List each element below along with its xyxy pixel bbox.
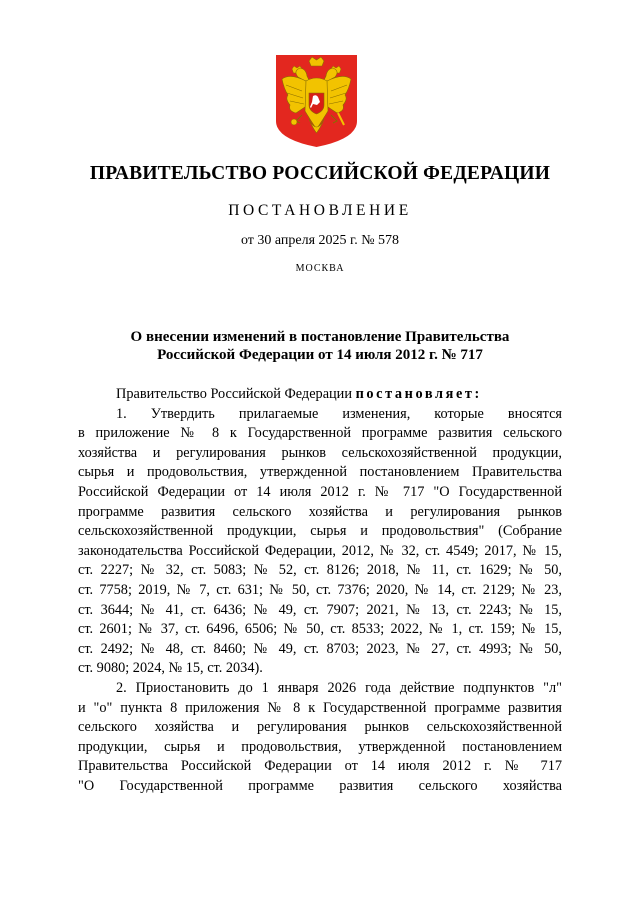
paragraph-line: законодательства Российской Федерации, 2012, № 32, ст. 4549; 2017, № 15,: [78, 542, 562, 559]
paragraph-line: ст. 7758; 2019, № 7, ст. 631; № 50, ст. 7376; 2020, № 14, ст. 2129; № 23,: [78, 581, 562, 598]
paragraph-line: ст. 2492; № 48, ст. 8460; № 49, ст. 8703; 2023, № 27, ст. 4993; № 50,: [78, 640, 562, 657]
paragraph-1: [78, 405, 562, 679]
coat-of-arms-emblem: [276, 55, 357, 147]
paragraph-2: [78, 679, 562, 797]
paragraph-line: продукции, сырья и продовольствия, утвержденной постановлением: [78, 738, 562, 755]
paragraph-line: сельского хозяйства и регулирования рынков сельскохозяйственной: [78, 719, 562, 736]
paragraph-line: в приложение № 8 к Государственной программе развития сельского: [78, 425, 562, 442]
intro-text: Правительство Российской Федерации: [116, 386, 356, 402]
intro-paragraph: [78, 385, 562, 405]
document-city: МОСКВА: [295, 263, 345, 274]
paragraph-line: сельскохозяйственной продукции, сырья и продовольствия" (Собрание: [78, 523, 562, 540]
document-body: [78, 385, 562, 796]
paragraph-line: ст. 2227; № 32, ст. 5083; № 52, ст. 8126; 2018, № 11, ст. 1629; № 50,: [78, 562, 562, 579]
subject-line: Российской Федерации от 14 июля 2012 г. № 717: [157, 347, 483, 363]
paragraph-line: Российской Федерации от 14 июля 2012 г. № 717 "О Государственной: [78, 483, 562, 500]
paragraph-line: "О Государственной программе развития сельского хозяйства: [78, 777, 562, 794]
document-date-number: от 30 апреля 2025 г. № 578: [240, 233, 400, 248]
document-type: ПОСТАНОВЛЕНИЕ: [228, 202, 412, 219]
paragraph-line: Правительства Российской Федерации от 14 июля 2012 г. № 717: [78, 758, 562, 775]
paragraph-line: сырья и продовольствия, утвержденной постановлением Правительства: [78, 464, 562, 481]
paragraph-line: ст. 3644; № 41, ст. 6436; № 49, ст. 7907; 2021, № 13, ст. 2243; № 15,: [78, 601, 562, 618]
paragraph-line: хозяйства и регулирования рынков сельскохозяйственной продукции,: [78, 444, 562, 461]
paragraph-line: и "о" пункта 8 приложения № 8 к Государственной программе развития: [78, 699, 562, 716]
government-title: ПРАВИТЕЛЬСТВО РОССИЙСКОЙ ФЕДЕРАЦИИ: [89, 163, 551, 184]
paragraph-line: 2. Приостановить до 1 января 2026 года действие подпунктов "л": [116, 679, 562, 696]
paragraph-line: ст. 2601; № 37, ст. 6496, 6506; № 50, ст. 8533; 2022, № 1, ст. 159; № 15,: [78, 621, 562, 638]
paragraph-line: ст. 9080; 2024, № 15, ст. 2034).: [78, 660, 263, 677]
subject-line: О внесении изменений в постановление Правительства: [130, 329, 510, 345]
paragraph-line: программе развития сельского хозяйства и регулирования рынков: [78, 503, 562, 520]
decree-word: постановляет:: [355, 386, 482, 402]
document-subject: [80, 328, 560, 364]
paragraph-line: 1. Утвердить прилагаемые изменения, которые вносятся: [116, 405, 562, 422]
